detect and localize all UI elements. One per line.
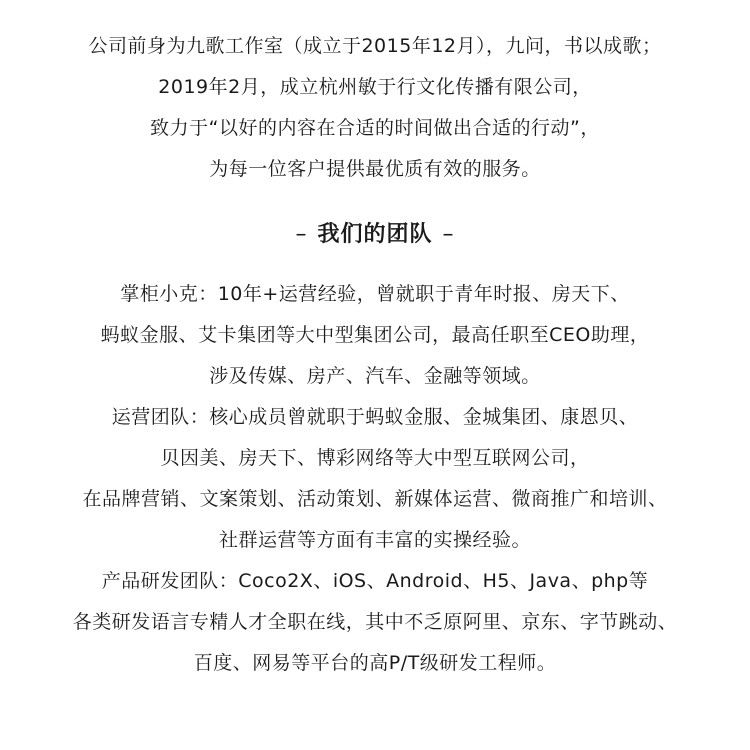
intro-line: 为每一位客户提供最优质有效的服务。 bbox=[209, 158, 541, 180]
team-section-title: 我们的团队 bbox=[317, 222, 433, 247]
intro-line: 公司前身为九歌工作室（成立于2015年12月），九问，书以成歌； bbox=[88, 35, 662, 57]
team-section-heading bbox=[0, 220, 750, 250]
team-line: 掌柜小克：10年+运营经验，曾就职于青年时报、房天下、 bbox=[120, 283, 630, 305]
team-line: 百度、网易等平台的高P/T级研发工程师。 bbox=[193, 652, 557, 674]
intro-line: 致力于“以好的内容在合适的时间做出合适的行动”， bbox=[150, 117, 600, 139]
team-line: 运营团队：核心成员曾就职于蚂蚁金服、金城集团、康恩贝、 bbox=[111, 406, 639, 428]
team-line: 贝因美、房天下、博彩网络等大中型互联网公司， bbox=[160, 447, 590, 469]
heading-dash-left: – bbox=[295, 222, 308, 247]
team-line: 蚂蚁金服、艾卡集团等大中型集团公司，最高任职至CEO助理， bbox=[100, 324, 650, 346]
team-line: 在品牌营销、文案策划、活动策划、新媒体运营、微商推广和培训、 bbox=[82, 488, 668, 510]
intro-line: 2019年2月，成立杭州敏于行文化传播有限公司， bbox=[158, 76, 592, 98]
team-line: 社群运营等方面有丰富的实操经验。 bbox=[218, 529, 531, 551]
team-line: 产品研发团队：Coco2X、iOS、Android、H5、Java、php等 bbox=[101, 570, 649, 592]
heading-dash-right: – bbox=[442, 222, 455, 247]
team-line: 涉及传媒、房产、汽车、金融等领域。 bbox=[209, 365, 541, 387]
team-line: 各类研发语言专精人才全职在线，其中不乏原阿里、京东、字节跳动、 bbox=[72, 611, 678, 633]
